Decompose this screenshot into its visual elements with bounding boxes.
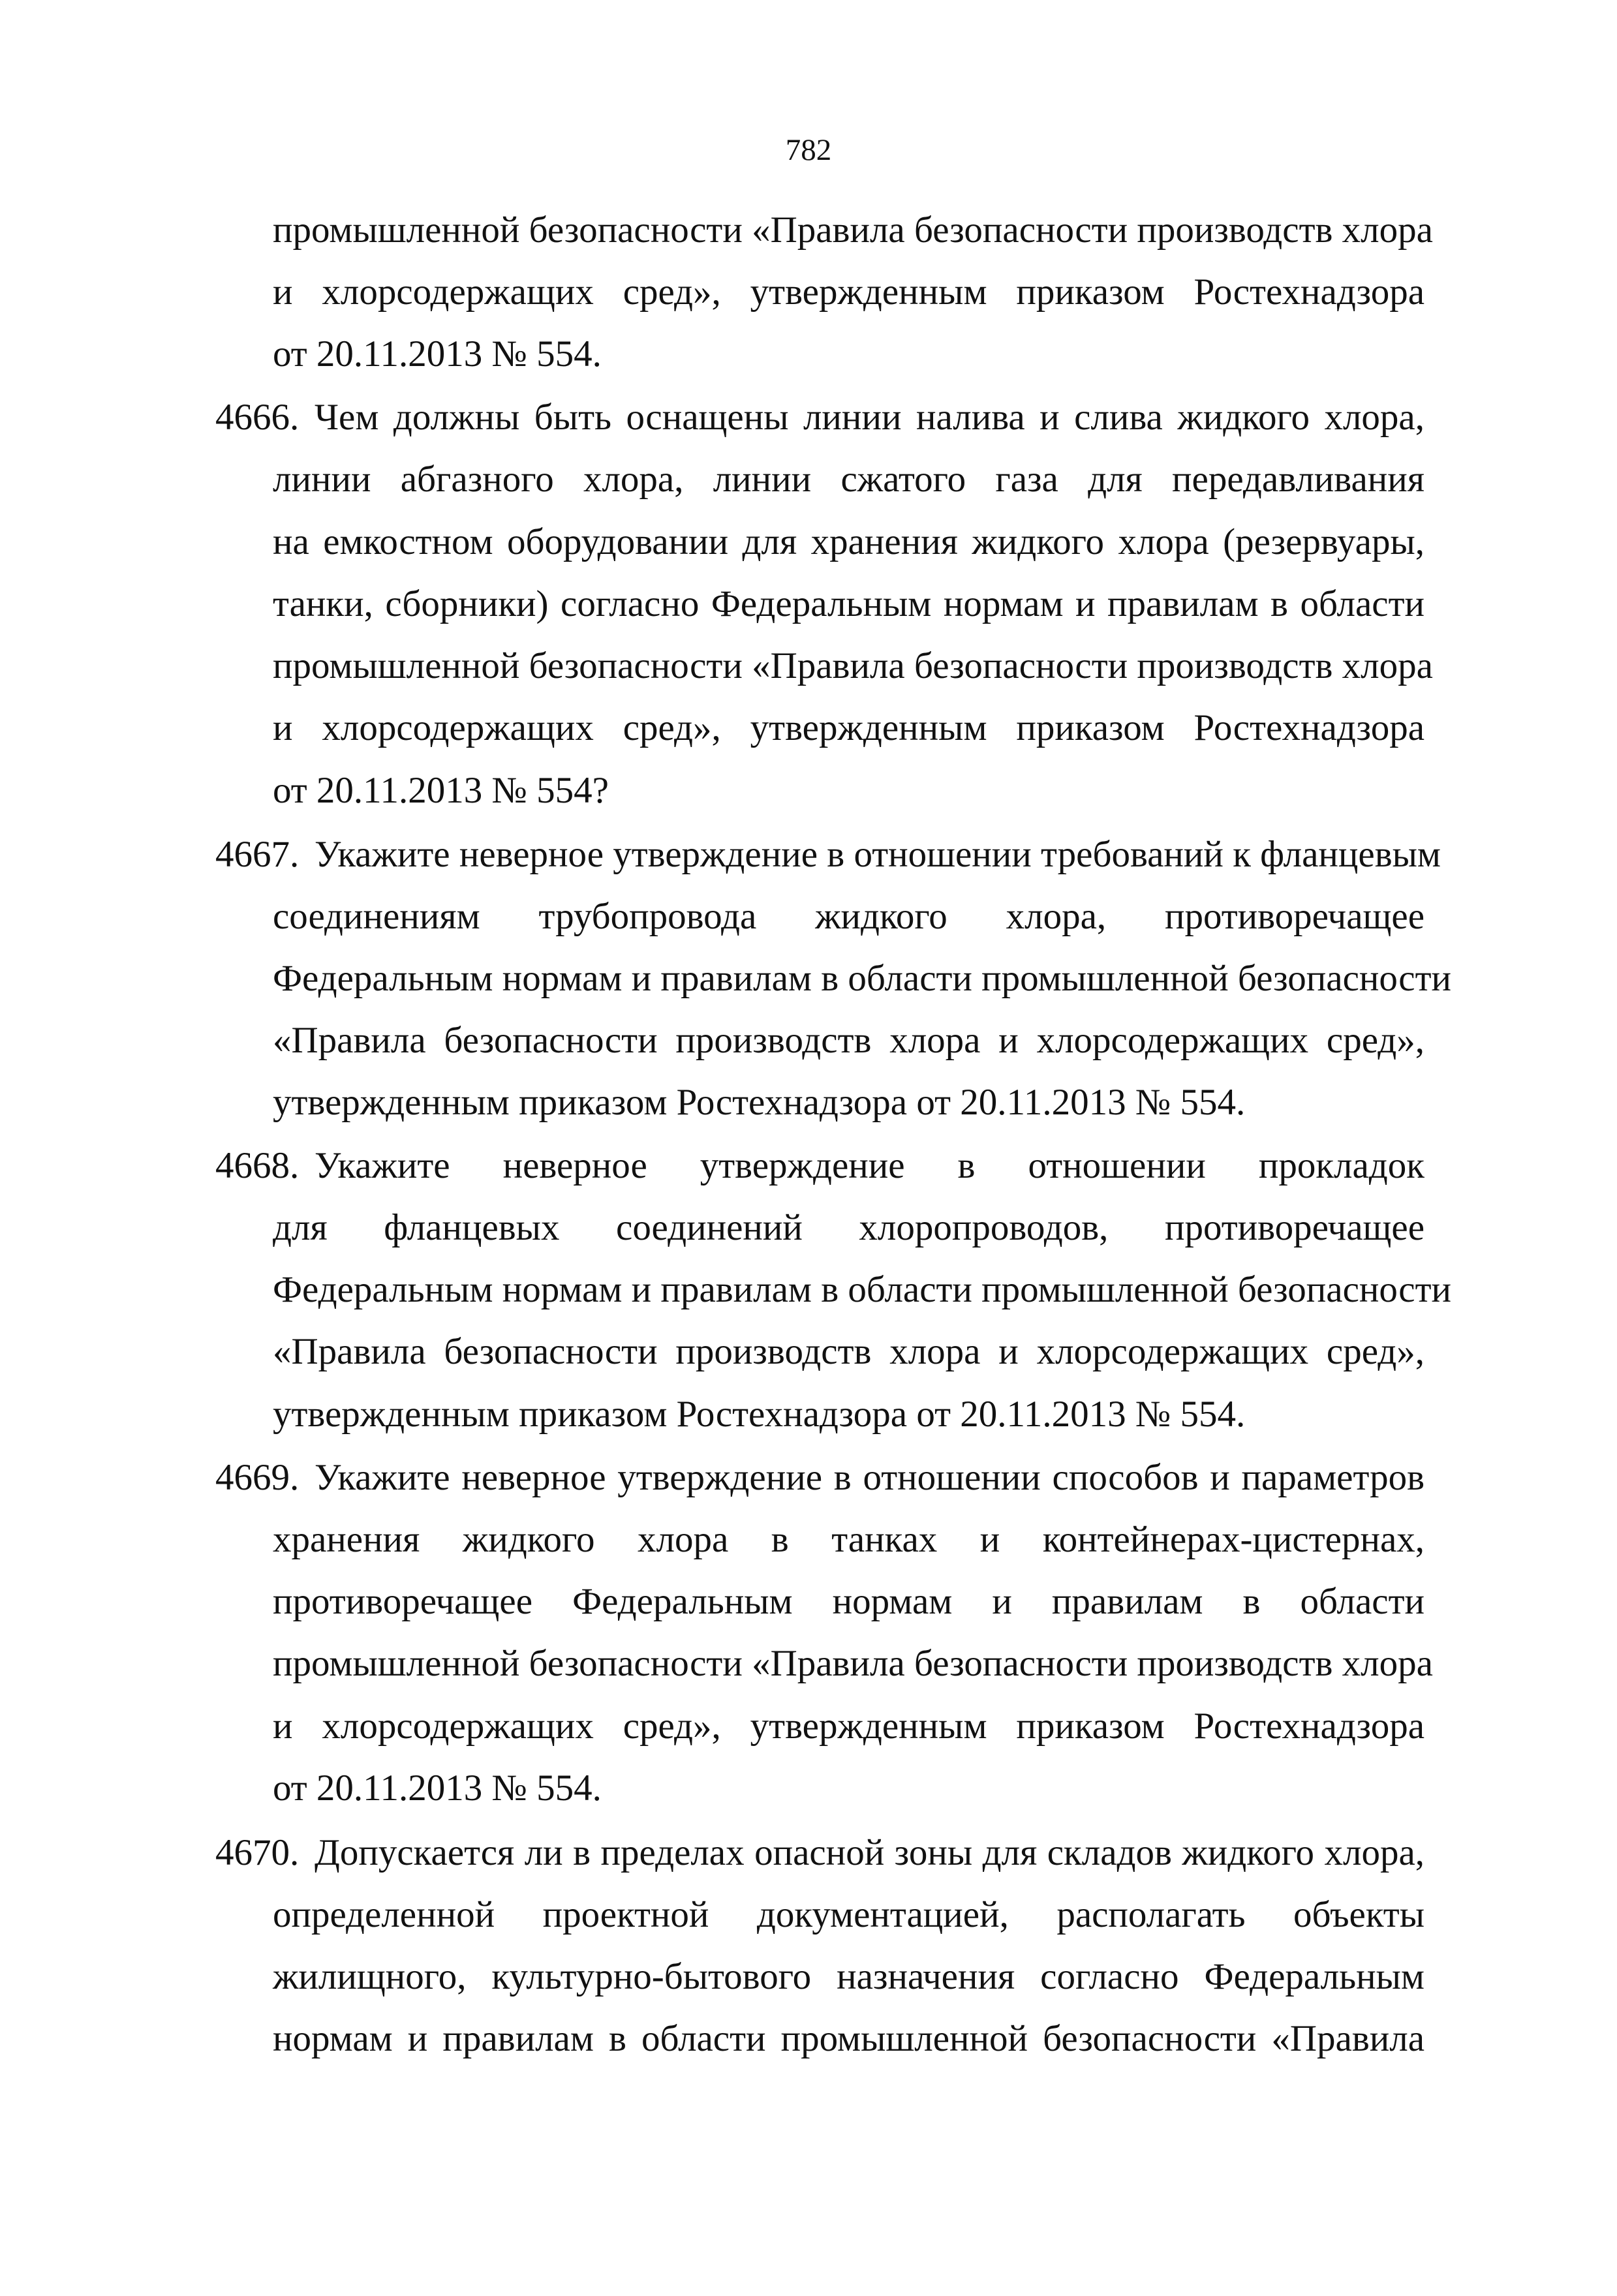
question-line: Укажите неверное утверждение в отношении прокладок xyxy=(315,1145,1424,1186)
question-number: 4667. xyxy=(215,834,300,875)
question-line: «Правила безопасности производств хлора и хлорсодержащих сред», xyxy=(273,1331,1424,1372)
question-line: на емкостном оборудовании для хранения жидкого хлора (резервуары, xyxy=(273,521,1424,562)
question-line: Федеральным нормам и правилам в области промышленной безопасности xyxy=(273,958,1452,999)
question-line: линии абгазного хлора, линии сжатого газа для передавливания xyxy=(273,459,1424,500)
question-line: определенной проектной документацией, располагать объекты xyxy=(273,1894,1424,1935)
question-line: для фланцевых соединений хлоропроводов, противоречащее xyxy=(273,1207,1424,1248)
question-line: Федеральным нормам и правилам в области промышленной безопасности xyxy=(273,1269,1452,1310)
question-line: промышленной безопасности «Правила безопасности производств хлора xyxy=(273,645,1433,686)
question-number: 4668. xyxy=(215,1145,300,1186)
question-line: хранения жидкого хлора в танках и контейнерах-цистернах, xyxy=(273,1519,1424,1560)
question-line: от 20.11.2013 № 554. xyxy=(273,1768,602,1809)
question-number: 4666. xyxy=(215,397,300,438)
page-number: 782 xyxy=(785,133,832,167)
question-line: утвержденным приказом Ростехнадзора от 20.11.2013 № 554. xyxy=(273,1082,1246,1123)
question-line: Допускается ли в пределах опасной зоны для складов жидкого хлора, xyxy=(315,1832,1424,1873)
question-line: танки, сборники) согласно Федеральным нормам и правилам в области xyxy=(273,583,1424,624)
question-line: от 20.11.2013 № 554? xyxy=(273,770,609,811)
question-line: промышленной безопасности «Правила безопасности производств хлора xyxy=(273,1643,1433,1684)
question-line: жилищного, культурно-бытового назначения согласно Федеральным xyxy=(273,1956,1424,1997)
question-line: нормам и правилам в области промышленной безопасности «Правила xyxy=(273,2018,1424,2059)
intro-line: от 20.11.2013 № 554. xyxy=(273,333,602,375)
question-line: и хлорсодержащих сред», утвержденным приказом Ростехнадзора xyxy=(273,707,1424,748)
intro-line: промышленной безопасности «Правила безопасности производств хлора xyxy=(273,209,1433,251)
question-line: утвержденным приказом Ростехнадзора от 20.11.2013 № 554. xyxy=(273,1394,1246,1435)
question-line: Укажите неверное утверждение в отношении способов и параметров xyxy=(315,1457,1424,1498)
intro-line: и хлорсодержащих сред», утвержденным приказом Ростехнадзора xyxy=(273,271,1424,313)
question-line: соединениям трубопровода жидкого хлора, противоречащее xyxy=(273,896,1424,937)
question-line: и хлорсодержащих сред», утвержденным приказом Ростехнадзора xyxy=(273,1706,1424,1747)
question-number: 4670. xyxy=(215,1832,300,1873)
question-line: Укажите неверное утверждение в отношении требований к фланцевым xyxy=(315,834,1441,875)
question-number: 4669. xyxy=(215,1457,300,1498)
question-line: противоречащее Федеральным нормам и правилам в области xyxy=(273,1581,1424,1622)
question-line: Чем должны быть оснащены линии налива и слива жидкого хлора, xyxy=(315,397,1424,438)
question-line: «Правила безопасности производств хлора и хлорсодержащих сред», xyxy=(273,1020,1424,1061)
